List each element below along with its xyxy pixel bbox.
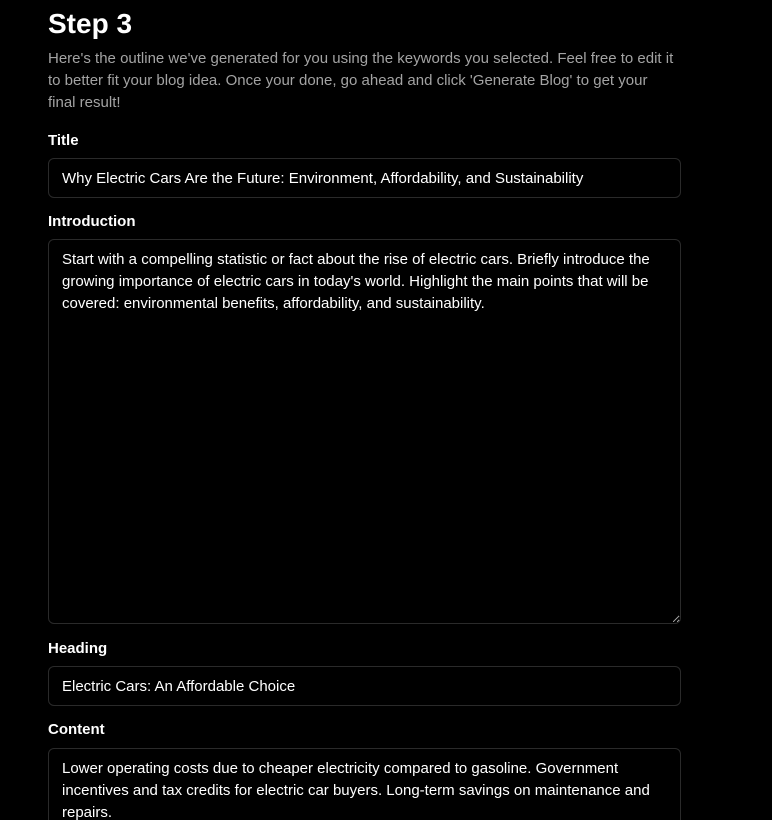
content-textarea[interactable] bbox=[48, 748, 681, 820]
title-label: Title bbox=[48, 132, 79, 149]
step-description: Here's the outline we've generated for you using the keywords you selected. Feel free to edit it to better fit your blog idea. Once your done, go ahead and click 'Generate Blog' to get your final result! bbox=[48, 50, 674, 111]
page-title: Step 3 bbox=[48, 8, 133, 39]
outline-form-container bbox=[48, 0, 681, 820]
introduction-label: Introduction bbox=[48, 213, 136, 230]
heading-label: Heading bbox=[48, 640, 108, 657]
title-input[interactable] bbox=[48, 158, 681, 198]
heading-input[interactable] bbox=[48, 666, 681, 706]
introduction-textarea[interactable] bbox=[48, 239, 681, 624]
content-label: Content bbox=[48, 721, 105, 738]
